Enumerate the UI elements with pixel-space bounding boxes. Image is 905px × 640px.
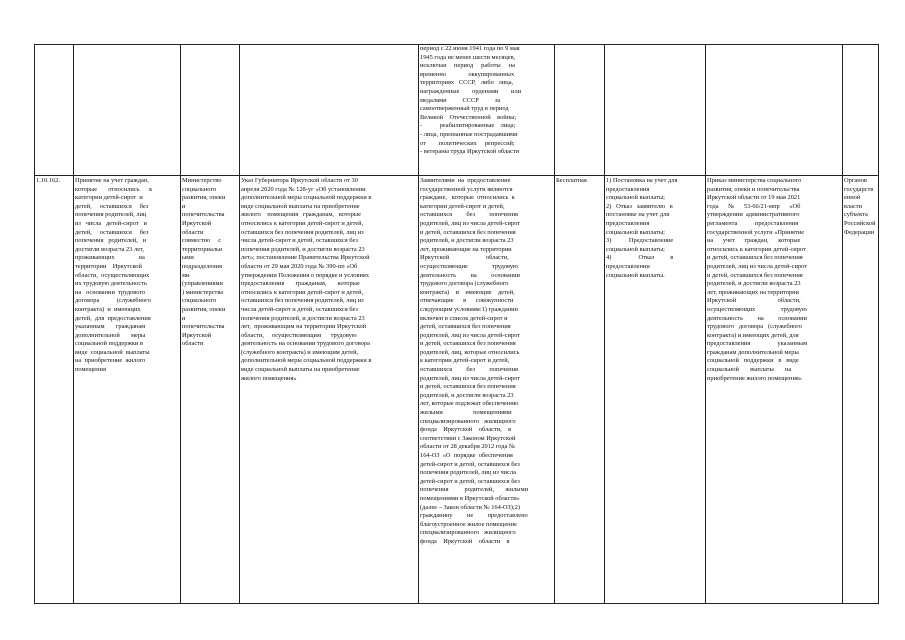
- services-table: [34, 44, 879, 604]
- results-cell: 1) Постановка на учет для предоставления социальной выплаты; 2) Отказ заявителю в постановке на учет для предоставления социальной выплаты; 3) Предоставление социальной выплаты; 4) Отказ в предоставлении социальной выплаты.: [606, 177, 678, 279]
- applicants-cell: Заявителями на предоставление государственной услуги являются граждане, которые относились к категории детей-сирот и детей, оставшихся без попечения родителей, лиц из числа детей-сирот и детей, оставшихся без попечения родителей, и достигли возраста 23 лет, проживающие на территории Иркутской области, осуществляющие трудовую деятельность на основании трудового договора (служебного контракта) и имеющие детей, отвечающие в совокупности следующим условиям:1) гражданин включен в список детей-сирот и детей, оставшихся без попечения родителей, лиц из числа детей-сирот и детей, оставшихся без попечения родителей, лиц, которые относились к категории детей-сирот и детей, оставшихся без попечения родителей, лиц из числа детей-сирот и детей, оставшихся без попечения родителей, и достигли возраста 23 лет, которые подлежат обеспечению жилыми помещениями специализированного жилищного фонда Иркутской области, в соответствии с Законом Иркутской области от 28 декабря 2012 года № 164-ОЗ «О порядке обеспечения детей-сирот и детей, оставшихся без попечения родителей, лиц из числа детей-сирот и детей, оставшихся без попечения родителей, жилыми помещениями в Иркутской области» (далее – Закон области № 164-ОЗ);2) гражданину не предоставлено благоустроенное жилое помещение специализированного жилищного фонда Иркутской области в: [420, 177, 529, 545]
- authority-cell: Министерство социального развития, опеки и попечительства Иркутской области совместно с территориальн ыми подразделения ми (управлениями ) министерства социального развития, опеки и попечительства Иркутской области: [182, 177, 226, 348]
- fee-cell: Бесплатная: [556, 177, 587, 184]
- col-border: [418, 44, 419, 604]
- col-border: [842, 44, 843, 604]
- col-border: [73, 44, 74, 604]
- regulation-cell: Приказ министерства социального развития, опеки и попечительства Иркутской области от 19 мая 2021 года № 53-66/21-мпр «Об утверждении административного регламента предоставления государственной услуги «Принятие на учет граждан, которые относились к категории детей-сирот и детей, оставшихся без попечения родителей, лиц из числа детей-сирот и детей, оставшихся без попечения родителей, и достигли возраста 23 лет, проживающих на территории Иркутской области, осуществляющих трудовую деятельность на основании трудового договора (служебного контракта) и имеющих детей, для предоставления указанным гражданам дополнительной меры социальной поддержки в виде социальной выплаты на приобретение жилого помещения»: [707, 177, 808, 382]
- col-border: [34, 44, 35, 604]
- legal-basis-cell: Указ Губернатора Иркутской области от 30 апреля 2020 года № 128-уг «Об установлении дополнительной меры социальной поддержки в виде социальной выплаты на приобретение жилого помещения гражданам, которые относились к категории детей-сирот и детей, оставшихся без попечения родителей, лиц из числа детей-сирот и детей, оставшихся без попечения родителей, и достигли возраста 23 лет»; постановление Правительства Иркутской области от 29 мая 2020 года № 390-пп «Об утверждении Положения о порядке и условиях предоставления гражданам, которые относились к категории детей-сирот и детей, оставшихся без попечения родителей, лиц из числа детей-сирот и детей, оставшихся без попечения родителей, и достигли возраста 23 лет, проживающим на территории Иркутской области, осуществляющим трудовую деятельность на основании трудового договора (служебного контракта) и имеющим детей, дополнительной меры социальной поддержки в виде социальной выплаты на приобретение жилого помещения»: [241, 177, 372, 382]
- authority-level-cell: Органов государств енной власти субъекта Российской Федерации: [844, 177, 876, 236]
- table-bottom-border: [34, 603, 879, 604]
- service-name-cell: Принятие на учет граждан, которые относились к категории детей-сирот и детей, оставшихся без попечения родителей, лиц из числа детей-сирот и детей, оставшихся без попечения родителей, и достигли возраста 23 лет, проживающих на территории Иркутской области, осуществляющих их трудовую деятельность на основании трудового договора (служебного контракта) и имеющих детей, для предоставления указанным гражданам дополнительной меры социальной поддержки в виде социальной выплаты на приобретение жилого помещения: [75, 177, 153, 374]
- col-border: [554, 44, 555, 604]
- col-border: [705, 44, 706, 604]
- col-border: [180, 44, 181, 604]
- row-number-cell: 1.10.162.: [36, 177, 60, 184]
- row-separator: [34, 175, 879, 176]
- col-border: [604, 44, 605, 604]
- col-border: [239, 44, 240, 604]
- col-border: [878, 44, 879, 604]
- criteria-continuation-cell: период с 22 июня 1941 года по 9 мая 1945 года не менее шести месяцев, исключая период работы на временно оккупированных территориях СССР, либо лица, награжденные орденами или медалями СССР за самоотверженный труд в период Великой Отечественной войны; - реабилитированные лица; - лица, признанные пострадавшими от политических репрессий; - ветераны труда Иркутской области: [420, 45, 522, 156]
